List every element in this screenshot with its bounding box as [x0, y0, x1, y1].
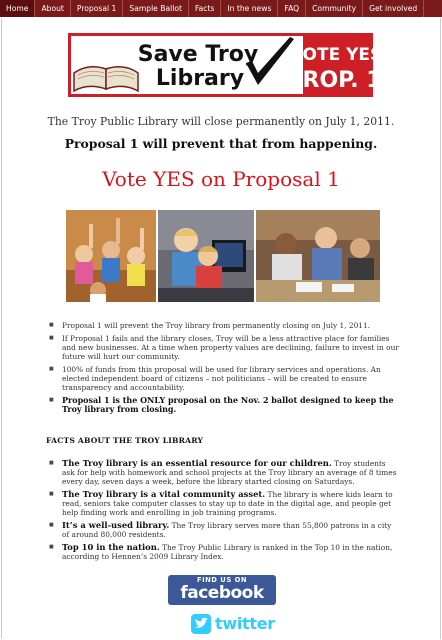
vote-yes-headline: Vote YES on Proposal 1: [102, 167, 340, 191]
nav-facts[interactable]: Facts: [189, 0, 221, 17]
fact-lead: It’s a well-used library.: [62, 520, 170, 530]
fact-lead: The Troy library is an essential resource for our children.: [62, 458, 332, 468]
teens-studying-photo: [256, 210, 380, 302]
nav-faq[interactable]: FAQ: [278, 0, 306, 17]
list-item: ■ Proposal 1 is the ONLY proposal on the Nov. 2 ballot designed to keep the Troy library from closing.: [48, 396, 400, 414]
fact-text: Troy students ask for help with homework and school projects at the Troy library an average of 8 times every day, seven days a week, before the library started closing on Saturdays.: [62, 459, 397, 486]
banner-prop-1: PROP. 1: [286, 68, 382, 93]
banner-library: Library: [155, 66, 245, 91]
fact-text: The Troy library serves more than 55,800 patrons in a city of around 80,000 residents.: [62, 521, 392, 539]
children-raising-hands-photo: [66, 210, 156, 302]
fact-lead: The Troy library is a vital community asset.: [62, 489, 266, 499]
fact-text: The Troy Public Library is ranked in the Top 10 in the nation, according to Hennen’s 2009 Library Index.: [62, 543, 393, 561]
twitter-bird-icon: [191, 614, 211, 634]
nav-about[interactable]: About: [35, 0, 70, 17]
banner-save-troy: Save Troy: [137, 42, 259, 67]
prevention-statement: Proposal 1 will prevent that from happening.: [64, 136, 378, 151]
save-troy-library-banner: [68, 33, 383, 97]
nav-home[interactable]: Home: [0, 0, 35, 17]
fact-lead: Top 10 in the nation.: [62, 542, 160, 552]
fact-item: [48, 543, 400, 561]
facebook-find-us: FIND US ON: [196, 576, 248, 584]
open-book-icon: [74, 67, 138, 91]
nav-sample-ballot[interactable]: Sample Ballot: [123, 0, 189, 17]
banner-vote-yes: VOTE YES: [289, 45, 383, 65]
facebook-button[interactable]: [168, 575, 276, 605]
top-navigation: [0, 0, 442, 17]
list-item: ■ Proposal 1 will prevent the Troy library from permanently closing on July 1, 2011.: [48, 321, 400, 330]
nav-proposal-1[interactable]: Proposal 1: [71, 0, 123, 17]
facts-heading: FACTS ABOUT THE TROY LIBRARY: [46, 436, 204, 445]
facebook-logo-text: facebook: [180, 583, 264, 603]
fact-item: [48, 459, 400, 486]
list-item: ■ 100% of funds from this proposal will be used for library services and operations. An elected independent board of citizens – not politicians – will be created to ensure transparency and accountability.: [48, 365, 400, 392]
closing-notice: The Troy Public Library will close permanently on July 1, 2011.: [47, 115, 395, 128]
proposal-bullet-list: [48, 321, 400, 418]
twitter-button[interactable]: [191, 614, 283, 634]
fact-item: [48, 490, 400, 517]
facts-list: [48, 459, 400, 565]
fact-item: [48, 521, 400, 539]
list-item: ■ If Proposal 1 fails and the library closes, Troy will be a less attractive place for families and new businesses. At a time when property values are declining, failure to invest in our future will hurt our community.: [48, 334, 400, 361]
nav-get-involved[interactable]: Get involved: [363, 0, 424, 17]
twitter-logo-text: twitter: [215, 614, 275, 633]
fact-text: The library is where kids learn to read, seniors take computer classes to stay up to date in the digital age, and people get help finding work and enrolling in job training programs.: [62, 490, 393, 517]
kids-at-computer-photo: [158, 210, 254, 302]
nav-in-the-news[interactable]: In the news: [221, 0, 278, 17]
nav-community[interactable]: Community: [306, 0, 363, 17]
